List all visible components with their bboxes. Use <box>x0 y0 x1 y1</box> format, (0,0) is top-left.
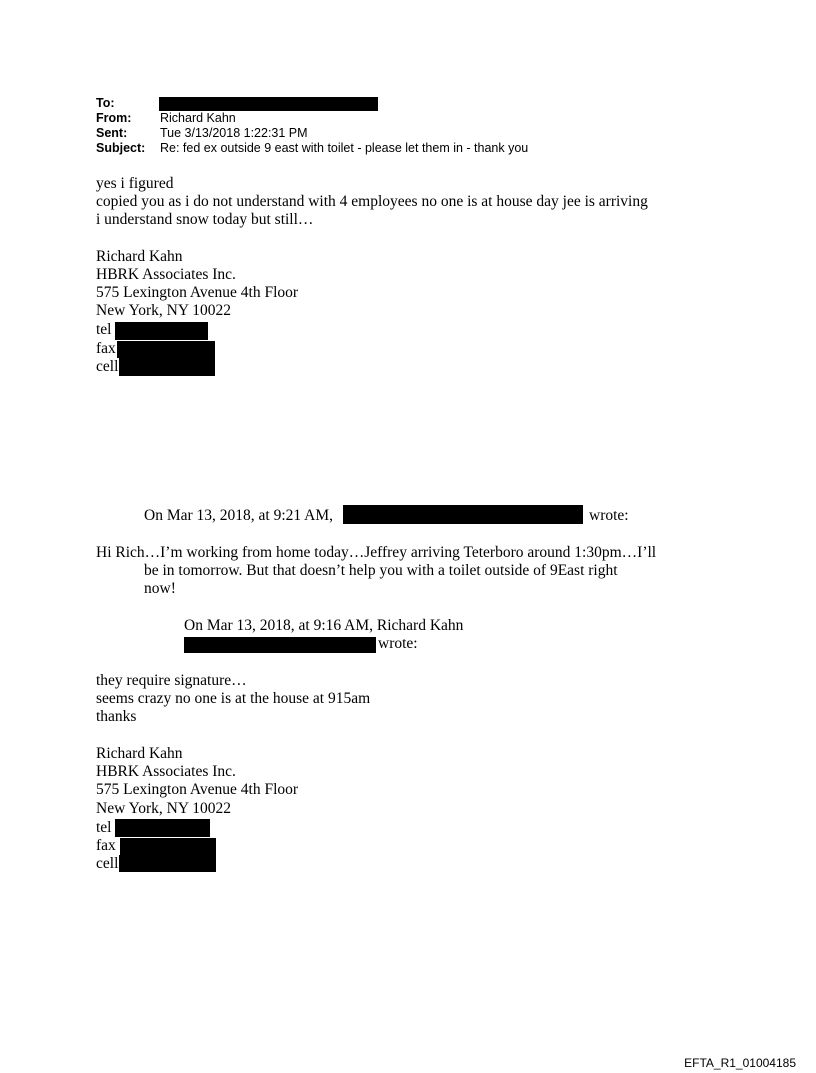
redaction-cell <box>119 855 216 872</box>
signature-cell-label: cell <box>96 358 119 375</box>
signature-name: Richard Kahn <box>96 248 183 265</box>
signature-city: New York, NY 10022 <box>96 800 232 817</box>
document-id: EFTA_R1_01004185 <box>684 1056 796 1070</box>
quote-intro: On Mar 13, 2018, at 9:16 AM, Richard Kahn <box>184 617 464 634</box>
redaction-fax <box>117 341 215 358</box>
quote-line: now! <box>144 580 176 597</box>
subject-value: Re: fed ex outside 9 east with toilet - please let them in - thank you <box>160 141 529 155</box>
signature-tel-label: tel <box>96 321 112 338</box>
email-header <box>96 97 696 157</box>
redaction-to <box>159 97 378 111</box>
to-label: To: <box>96 96 115 110</box>
signature-company: HBRK Associates Inc. <box>96 266 236 283</box>
from-label: From: <box>96 111 132 125</box>
body-line: yes i figured <box>96 175 174 192</box>
subject-label: Subject: <box>96 141 146 155</box>
redaction-cell <box>119 358 215 376</box>
sent-label: Sent: <box>96 126 128 140</box>
signature-tel-label: tel <box>96 819 112 836</box>
redaction-tel <box>115 322 208 340</box>
quote-line: seems crazy no one is at the house at 915am <box>96 690 371 707</box>
quote-line: they require signature… <box>96 672 247 689</box>
redaction-tel <box>115 819 210 837</box>
signature-company: HBRK Associates Inc. <box>96 763 236 780</box>
quote-line: be in tomorrow. But that doesn’t help you with a toilet outside of 9East right <box>144 562 618 579</box>
sent-value: Tue 3/13/2018 1:22:31 PM <box>160 126 308 140</box>
quote-wrote: wrote: <box>589 507 629 524</box>
redaction-fax <box>120 838 216 855</box>
signature-address: 575 Lexington Avenue 4th Floor <box>96 284 299 301</box>
signature-cell-label: cell <box>96 855 119 872</box>
body-line: i understand snow today but still… <box>96 211 314 228</box>
signature-city: New York, NY 10022 <box>96 302 232 319</box>
signature-name: Richard Kahn <box>96 745 183 762</box>
quote-line: thanks <box>96 708 137 725</box>
quote-intro: On Mar 13, 2018, at 9:21 AM, <box>144 507 334 524</box>
from-value: Richard Kahn <box>160 111 236 125</box>
signature-address: 575 Lexington Avenue 4th Floor <box>96 781 299 798</box>
quote-line: Hi Rich…I’m working from home today…Jeffrey arriving Teterboro around 1:30pm…I’ll <box>96 544 657 561</box>
body-line: copied you as i do not understand with 4 employees no one is at house day jee is arriving <box>96 193 648 210</box>
quote-wrote: wrote: <box>378 635 418 652</box>
redaction-sender-email <box>184 637 376 653</box>
signature-fax-label: fax <box>96 340 116 357</box>
redaction-sender <box>343 505 583 524</box>
signature-fax-label: fax <box>96 837 116 854</box>
